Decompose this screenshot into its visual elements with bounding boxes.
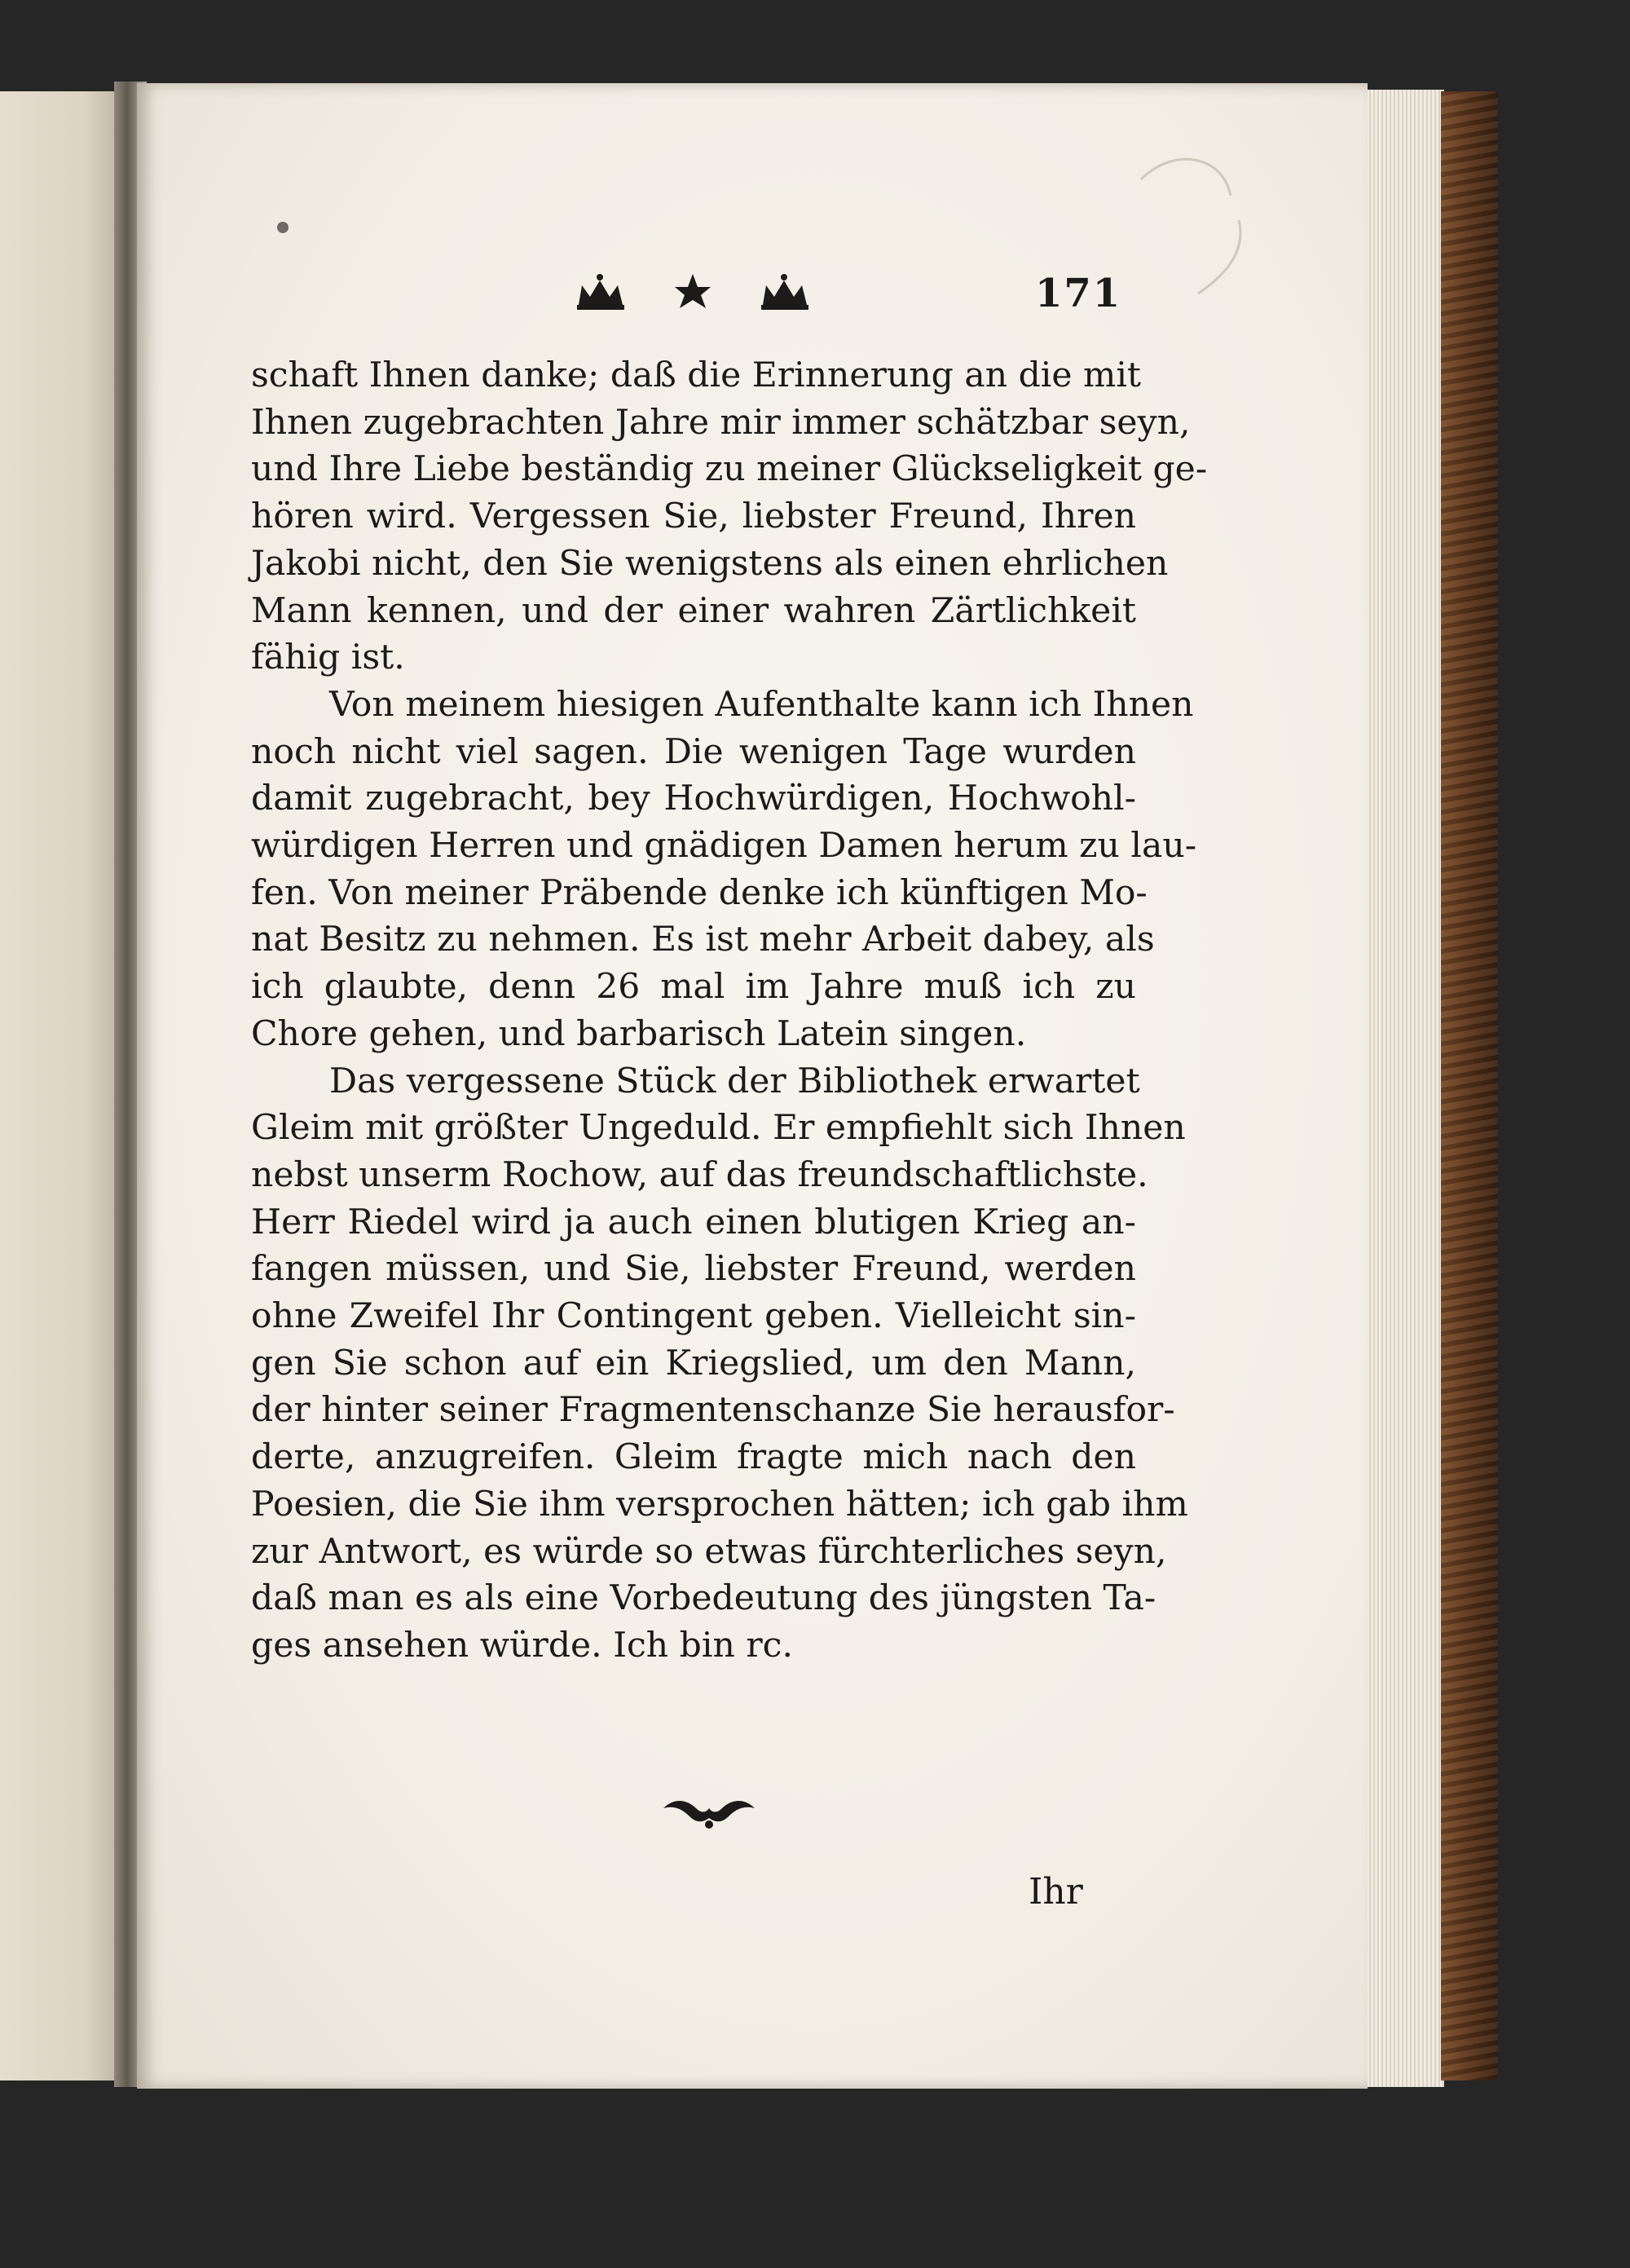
page-block-edges: [1355, 90, 1444, 2087]
text-line: würdigen Herren und gnädigen Damen herum zu lau-: [251, 826, 1197, 867]
text-line: ohne Zweifel Ihr Contingent geben. Vielleicht sin-: [251, 1296, 1136, 1337]
catchword: Ihr: [1029, 1871, 1083, 1913]
text-line: der hinter seiner Fragmentenschanze Sie herausfor-: [251, 1390, 1175, 1431]
text-line: nat Besitz zu nehmen. Es ist mehr Arbeit dabey, als: [251, 920, 1155, 960]
text-line: Herr Riedel wird ja auch einen blutigen Krieg an-: [251, 1202, 1136, 1242]
text-line: Von meinem hiesigen Aufenthalte kann ich Ihnen: [329, 684, 1194, 725]
text-line: Jakobi nicht, den Sie wenigstens als einen ehrlichen: [251, 543, 1169, 584]
crown-ornament-icon: [570, 269, 815, 318]
text-line: zur Antwort, es würde so etwas fürchterliches seyn,: [251, 1531, 1167, 1572]
text-line: damit zugebracht, bey Hochwürdigen, Hochwohl-: [251, 779, 1136, 819]
text-line: Poesien, die Sie ihm versprochen hätten; ich gab ihm: [251, 1484, 1188, 1525]
text-line: fähig ist.: [251, 638, 405, 678]
marbled-cover-board: [1441, 91, 1498, 2080]
text-line: hören wird. Vergessen Sie, liebster Freund, Ihren: [251, 496, 1136, 537]
text-line: schaft Ihnen danke; daß die Erinnerung an die mit: [251, 355, 1142, 395]
text-line: ges ansehen würde. Ich bin rc.: [251, 1625, 793, 1666]
text-line: fangen müssen, und Sie, liebster Freund, werden: [251, 1249, 1136, 1290]
text-line: und Ihre Liebe beständig zu meiner Glückseligkeit ge-: [251, 449, 1208, 490]
left-page-edge: [0, 91, 122, 2080]
text-line: fen. Von meiner Präbende denke ich künftigen Mo-: [251, 872, 1148, 913]
text-line: Gleim mit größter Ungeduld. Er empfiehlt sich Ihnen: [251, 1108, 1186, 1149]
page-number: 171: [1035, 271, 1122, 316]
text-line: derte, anzugreifen. Gleim fragte mich nach den: [251, 1437, 1136, 1478]
text-line: daß man es als eine Vorbedeutung des jüngsten Ta-: [251, 1578, 1156, 1619]
text-line: ich glaubte, denn 26 mal im Jahre muß ich zu: [251, 967, 1136, 1008]
text-line: Chore gehen, und barbarisch Latein singen.: [251, 1013, 1027, 1054]
pencil-mark-icon: [1125, 147, 1271, 310]
text-line: nebst unserm Rochow, auf das freundschaftlichste.: [251, 1154, 1148, 1195]
text-line: Mann kennen, und der einer wahren Zärtlichkeit: [251, 590, 1136, 631]
text-line: gen Sie schon auf ein Kriegslied, um den Mann,: [251, 1343, 1136, 1383]
ink-dot-icon: [277, 222, 289, 233]
text-line: Ihnen zugebrachten Jahre mir immer schätzbar seyn,: [251, 402, 1191, 443]
text-line: Das vergessene Stück der Bibliothek erwartet: [329, 1061, 1140, 1101]
vignette-ornament-icon: [660, 1794, 758, 1831]
text-line: noch nicht viel sagen. Die wenigen Tage wurden: [251, 731, 1136, 772]
letter-text: [251, 352, 1208, 1670]
